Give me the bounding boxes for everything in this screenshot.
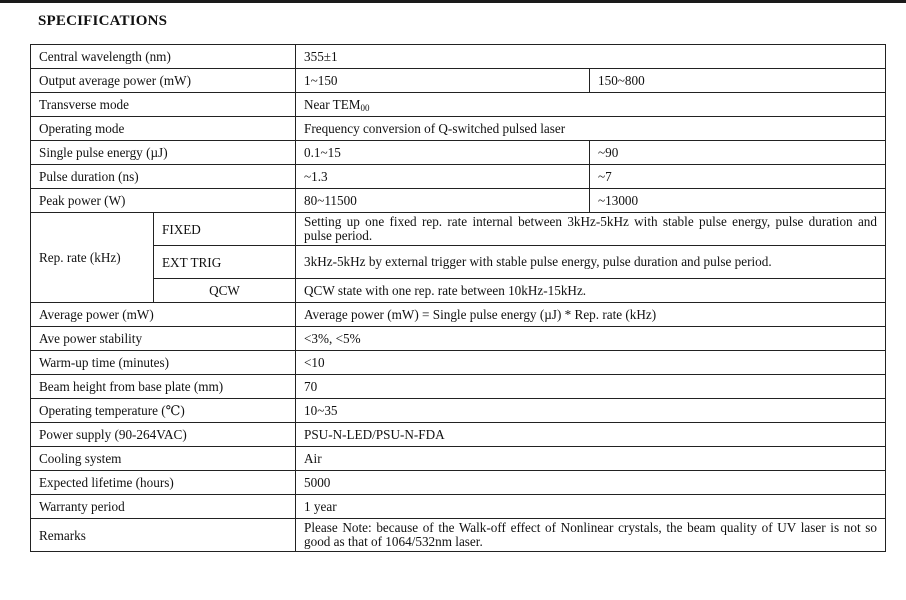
table-row-pulse-energy [31, 141, 886, 165]
row-label: Warm-up time (minutes) [31, 351, 296, 375]
table-row-warranty [31, 495, 886, 519]
row-value [296, 93, 886, 117]
row-value: Air [296, 447, 886, 471]
row-value-high-power: ~7 [590, 165, 886, 189]
table-row-beam-height [31, 375, 886, 399]
table-row-cooling-system [31, 447, 886, 471]
row-label: Operating temperature (℃) [31, 399, 296, 423]
row-label: Expected lifetime (hours) [31, 471, 296, 495]
table-row-transverse-mode [31, 93, 886, 117]
rep-rate-mode-qcw: QCW [154, 279, 296, 303]
table-row-lifetime [31, 471, 886, 495]
tem-text: Near TEM [304, 96, 361, 112]
table-row-central-wavelength [31, 45, 886, 69]
rep-rate-desc-ext-trig: 3kHz-5kHz by external trigger with stable pulse energy, pulse duration and pulse period. [296, 246, 886, 279]
section-heading: SPECIFICATIONS [38, 13, 168, 29]
rep-rate-label: Rep. rate (kHz) [31, 213, 154, 303]
table-row-pulse-duration [31, 165, 886, 189]
row-label: Warranty period [31, 495, 296, 519]
table-row-average-power [31, 303, 886, 327]
row-value: <3%, <5% [296, 327, 886, 351]
row-value: Average power (mW) = Single pulse energy (µJ) * Rep. rate (kHz) [296, 303, 886, 327]
table-row-operating-mode [31, 117, 886, 141]
row-label: Transverse mode [31, 93, 296, 117]
table-row-output-power [31, 69, 886, 93]
top-rule [0, 0, 906, 3]
row-value: 10~35 [296, 399, 886, 423]
row-value-low-power: 0.1~15 [296, 141, 590, 165]
table-row-rep-rate-ext-trig [31, 246, 886, 279]
row-label: Output average power (mW) [31, 69, 296, 93]
row-label: Power supply (90-264VAC) [31, 423, 296, 447]
row-label: Average power (mW) [31, 303, 296, 327]
row-value-high-power: ~90 [590, 141, 886, 165]
row-label: Peak power (W) [31, 189, 296, 213]
row-value: 70 [296, 375, 886, 399]
table-row-rep-rate-qcw [31, 279, 886, 303]
rep-rate-desc-qcw: QCW state with one rep. rate between 10kHz-15kHz. [296, 279, 886, 303]
row-label: Remarks [31, 519, 296, 552]
row-label: Single pulse energy (µJ) [31, 141, 296, 165]
row-value-low-power: 1~150 [296, 69, 590, 93]
rep-rate-mode-ext-trig: EXT TRIG [154, 246, 296, 279]
table-row-warmup-time [31, 351, 886, 375]
row-label: Ave power stability [31, 327, 296, 351]
row-label: Operating mode [31, 117, 296, 141]
table-row-power-supply [31, 423, 886, 447]
row-value: PSU-N-LED/PSU-N-FDA [296, 423, 886, 447]
row-value-low-power: ~1.3 [296, 165, 590, 189]
row-value: Please Note: because of the Walk-off effect of Nonlinear crystals, the beam quality of UV laser is not so good as that of 1064/532nm laser. [296, 519, 886, 552]
table-row-operating-temperature [31, 399, 886, 423]
row-value: <10 [296, 351, 886, 375]
row-label: Cooling system [31, 447, 296, 471]
row-value: 5000 [296, 471, 886, 495]
table-row-power-stability [31, 327, 886, 351]
specifications-table [30, 44, 886, 552]
table-row-rep-rate-fixed [31, 213, 886, 246]
row-value: 355±1 [296, 45, 886, 69]
row-label: Beam height from base plate (mm) [31, 375, 296, 399]
row-value-low-power: 80~11500 [296, 189, 590, 213]
tem-subscript: 00 [360, 102, 370, 113]
rep-rate-desc-fixed: Setting up one fixed rep. rate internal between 3kHz-5kHz with stable pulse energy, pulse duration and pulse period. [296, 213, 886, 246]
row-value-high-power: 150~800 [590, 69, 886, 93]
row-value-high-power: ~13000 [590, 189, 886, 213]
row-value: 1 year [296, 495, 886, 519]
rep-rate-mode-fixed: FIXED [154, 213, 296, 246]
table-row-remarks [31, 519, 886, 552]
row-label: Pulse duration (ns) [31, 165, 296, 189]
row-value: Frequency conversion of Q-switched pulsed laser [296, 117, 886, 141]
row-label: Central wavelength (nm) [31, 45, 296, 69]
table-row-peak-power [31, 189, 886, 213]
